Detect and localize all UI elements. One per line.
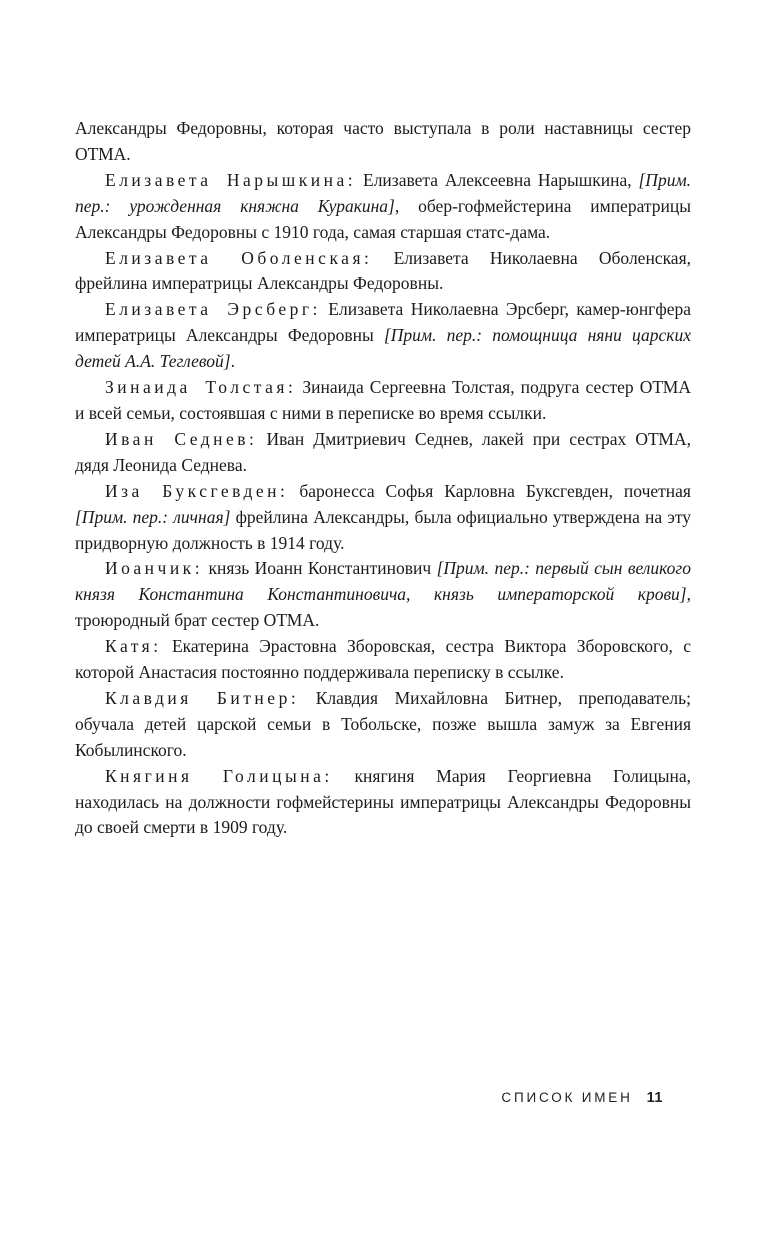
entry-name: Елизавета Нарышкина:: [105, 169, 357, 190]
paragraph: [75, 168, 691, 246]
entry-text: Зинаида Сергеевна Толстая, подруга сестер ОТМА и всей семьи, состоявшая с ними в переписке во время ссылки.: [75, 377, 691, 423]
paragraph: [75, 375, 691, 427]
paragraph: [75, 634, 691, 686]
entry-text: Екатерина Эрастовна Зборовская, сестра Виктора Зборовского, с которой Анастасия постоянно поддерживала переписку в ссылке.: [75, 636, 691, 683]
page-footer: [75, 1090, 691, 1106]
translator-note: [Прим. пер.: первый сын великого князя Константина Константиновича, князь императорской крови]: [75, 558, 692, 605]
paragraph: [75, 246, 691, 298]
entry-name: Иоанчик:: [105, 558, 204, 579]
entry-text: , обер-гофмейстерина императрицы Александры Федоровны с 1910 года, самая старшая статс-дама.: [75, 195, 691, 242]
entry-name: Зинаида Толстая:: [105, 377, 297, 398]
entry-name: Иван Седнев:: [105, 428, 258, 449]
entry-text: Елизавета Николаевна Эрсберг, камер-юнгфера императрицы Александры Федоровны: [75, 299, 691, 346]
paragraph: [75, 297, 691, 375]
entry-name: Елизавета Оболенская:: [105, 247, 373, 268]
translator-note: [Прим. пер.: урожденная княжна Куракина]: [75, 169, 691, 216]
entry-name: Княгиня Голицына:: [105, 765, 333, 786]
entry-name: Клавдия Битнер:: [105, 687, 300, 708]
entry-text: Клавдия Михайловна Битнер, преподаватель; обучала детей царской семьи в Тобольске, позже вышла замуж за Евгения Кобылинского.: [75, 687, 691, 760]
entry-name: Елизавета Эрсберг:: [105, 299, 321, 320]
translator-note: [Прим. пер.: личная]: [75, 506, 231, 527]
entry-name: Катя:: [105, 636, 162, 657]
page-number: 11: [646, 1090, 663, 1106]
entry-text: .: [230, 351, 235, 372]
paragraph: [75, 479, 691, 557]
entry-text: , троюродный брат сестер ОТМА.: [75, 584, 691, 631]
entry-text: князь Иоанн Константинович: [203, 558, 437, 579]
entry-text: Иван Дмитриевич Седнев, лакей при сестрах ОТМА, дядя Леонида Седнева.: [75, 428, 691, 475]
entry-text: Елизавета Алексеевна Нарышкина,: [356, 169, 639, 190]
entry-text: княгиня Мария Георгиевна Голицына, находилась на должности гофмейстерины императрицы Александры Федоровны до своей смерти в 1909 году.: [75, 765, 692, 838]
translator-note: [Прим. пер.: помощница няни царских детей А.А. Теглевой]: [75, 325, 691, 372]
entry-text: баронесса Софья Карловна Буксгевден, почетная: [288, 480, 691, 501]
footer-section-title: СПИСОК ИМЕН: [501, 1090, 633, 1105]
paragraph: [75, 116, 691, 168]
entry-text: Александры Федоровны, которая часто выступала в роли наставницы сестер ОТМА.: [75, 118, 691, 164]
entry-name: Иза Буксгевден:: [105, 480, 289, 501]
paragraph: [75, 764, 691, 842]
paragraph: [75, 686, 691, 764]
entry-text: фрейлина Александры, была официально утверждена на эту придворную должность в 1914 году.: [75, 506, 691, 553]
text-column: [75, 116, 691, 841]
paragraph: [75, 427, 691, 479]
paragraph: [75, 556, 691, 634]
entry-text: Елизавета Николаевна Оболенская, фрейлина императрицы Александры Федоровны.: [75, 247, 692, 294]
